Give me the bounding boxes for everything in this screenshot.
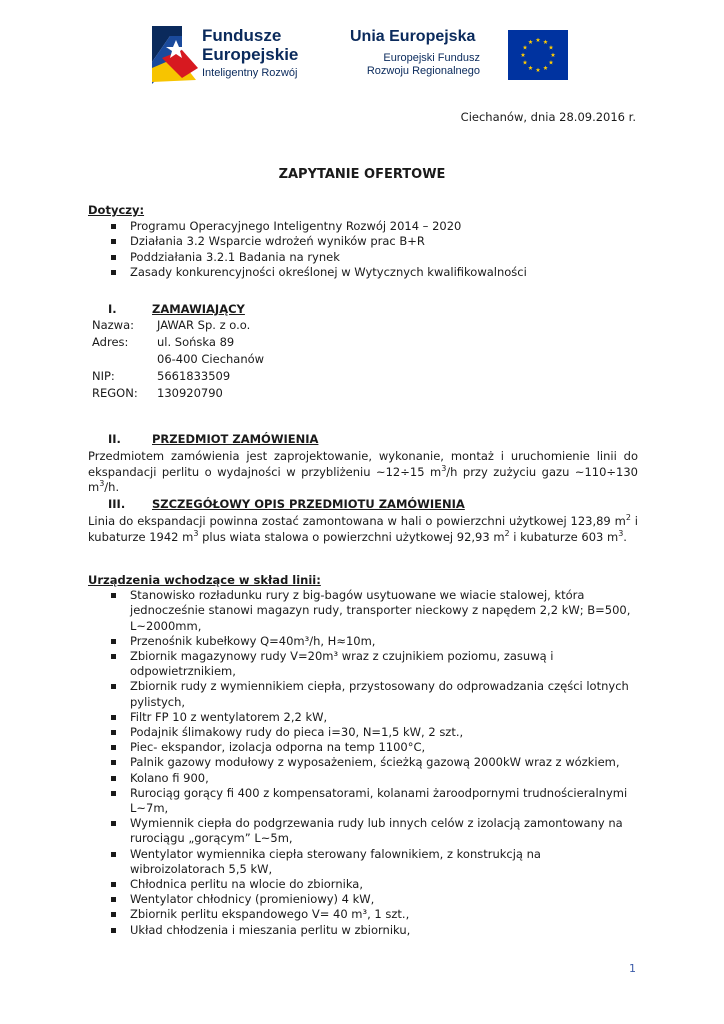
superscript: 3 [193, 528, 199, 538]
table-row [88, 386, 268, 403]
section-3-heading [108, 497, 465, 511]
document-date: Ciechanów, dnia 28.09.2016 r. [460, 110, 636, 124]
row-key [88, 352, 153, 369]
list-item: Wentylator wymiennika ciepła sterowany falownikiem, z konstrukcją na wibroizolatorach 5,5 kW, [88, 847, 638, 877]
page-number: 1 [629, 962, 636, 975]
section-3-text [88, 514, 638, 545]
table-row [88, 318, 268, 335]
devices-list [88, 588, 638, 938]
dotyczy-block [88, 203, 638, 281]
ue-logo-subtitle: Europejski Fundusz Rozwoju Regionalnego [366, 52, 480, 77]
devices-label: Urządzenia wchodzące w skład linii: [88, 573, 321, 587]
section-2-heading [108, 432, 318, 446]
list-item: Zbiornik rudy z wymiennikiem ciepła, przystosowany do odprowadzania części lotnych pylistych, [88, 679, 638, 709]
list-item: Zbiornik magazynowy rudy V=20m³ wraz z czujnikiem poziomu, zasuwą i odpowietrznikiem, [88, 649, 638, 679]
devices-block [88, 573, 638, 938]
unia-europejska-logo [350, 28, 568, 84]
list-item: Palnik gazowy modułowy z wyposażeniem, ścieżką gazową 2000kW wraz z wózkiem, [88, 755, 638, 770]
section-1-heading [108, 302, 245, 316]
list-item: Filtr FP 10 z wentylatorem 2,2 kW, [88, 710, 638, 725]
section-number: I. [108, 302, 117, 316]
superscript: 3 [99, 479, 105, 489]
text-part: /h. [104, 480, 120, 494]
dotyczy-list [88, 219, 638, 281]
fundusze-europejskie-logo [152, 22, 342, 84]
row-value: 5661833509 [157, 369, 231, 383]
dotyczy-label: Dotyczy: [88, 203, 145, 217]
row-value: ul. Sońska 89 [157, 335, 235, 349]
row-key: Adres: [92, 335, 129, 349]
superscript: 2 [504, 528, 510, 538]
list-item: Poddziałania 3.2.1 Badania na rynek [88, 250, 638, 266]
row-value: 06-400 Ciechanów [157, 352, 265, 366]
eu-flag-icon [508, 30, 568, 80]
section-label: ZAMAWIAJĄCY [152, 302, 245, 316]
row-key: REGON: [92, 386, 138, 400]
row-key: NIP: [92, 369, 115, 383]
text-part: plus wiata stalowa o powierzchni użytkowej 92,93 m [198, 529, 505, 544]
superscript: 3 [618, 528, 624, 538]
list-item: Zbiornik perlitu ekspandowego V= 40 m³, 1 szt., [88, 907, 638, 922]
zamawiajacy-table [88, 318, 268, 403]
row-value: JAWAR Sp. z o.o. [157, 318, 251, 332]
text-part: i kubaturze 1942 m [88, 514, 638, 544]
superscript: 2 [625, 513, 631, 523]
list-item: Podajnik ślimakowy rudy do pieca i=30, N=1,5 kW, 2 szt., [88, 725, 638, 740]
row-key: Nazwa: [92, 318, 135, 332]
table-row [88, 369, 268, 386]
superscript: 3 [441, 463, 447, 473]
section-number: III. [108, 497, 126, 511]
table-row [88, 352, 268, 369]
list-item: Układ chłodzenia i mieszania perlitu w zbiorniku, [88, 923, 638, 938]
fe-logo-title: Fundusze Europejskie [202, 26, 299, 64]
ue-logo-title: Unia Europejska [350, 28, 476, 45]
text-part: i kubaturze 603 m [509, 529, 619, 544]
text-part: Przedmiotem zamówienia jest zaprojektowanie, wykonanie, montaż i uruchomienie linii do ekspandacji perlitu o wydajności w przybliżeniu ~12÷15 m [88, 449, 638, 479]
row-value: 130920790 [157, 386, 223, 400]
text-part: Linia do ekspandacji powinna zostać zamontowana w hali o powierzchni użytkowej 123,89 m [88, 514, 626, 528]
list-item: Kolano fi 900, [88, 771, 638, 786]
list-item: Zasady konkurencyjności określonej w Wytycznych kwalifikowalności [88, 265, 638, 281]
section-label: PRZEDMIOT ZAMÓWIENIA [152, 432, 319, 446]
list-item: Rurociąg gorący fi 400 z kompensatorami, kolanami żaroodpornymi trudnościeralnymi L~7m, [88, 786, 638, 816]
list-item: Wentylator chłodnicy (promieniowy) 4 kW, [88, 892, 638, 907]
list-item: Działania 3.2 Wsparcie wdrożeń wyników prac B+R [88, 234, 638, 250]
section-label: SZCZEGÓŁOWY OPIS PRZEDMIOTU ZAMÓWIENIA [152, 497, 465, 511]
text-part: . [623, 529, 627, 544]
section-number: II. [108, 432, 121, 446]
list-item: Wymiennik ciepła do podgrzewania rudy lub innych celów z izolacją zamontowany na rurociągu „gorącym” L~5m, [88, 816, 638, 846]
list-item: Programu Operacyjnego Inteligentny Rozwój 2014 – 2020 [88, 219, 638, 235]
fe-star-icon [152, 22, 198, 84]
list-item: Chłodnica perlitu na wlocie do zbiornika, [88, 877, 638, 892]
document-title: ZAPYTANIE OFERTOWE [278, 167, 446, 182]
fe-logo-subtitle: Inteligentny Rozwój [202, 67, 298, 79]
text-part: /h przy zużyciu gazu ~110÷130 m [88, 464, 638, 494]
table-row [88, 335, 268, 352]
list-item: Stanowisko rozładunku rury z big-bagów usytuowane we wiacie stalowej, która jednocześnie stanowi magazyn rudy, transporter nieckowy z napędem 2,2 kW; B=500, L~2000mm, [88, 588, 638, 634]
section-2-text [88, 449, 638, 496]
list-item: Przenośnik kubełkowy Q=40m³/h, H≈10m, [88, 634, 638, 649]
list-item: Piec- ekspandor, izolacja odporna na temp 1100°C, [88, 740, 638, 755]
